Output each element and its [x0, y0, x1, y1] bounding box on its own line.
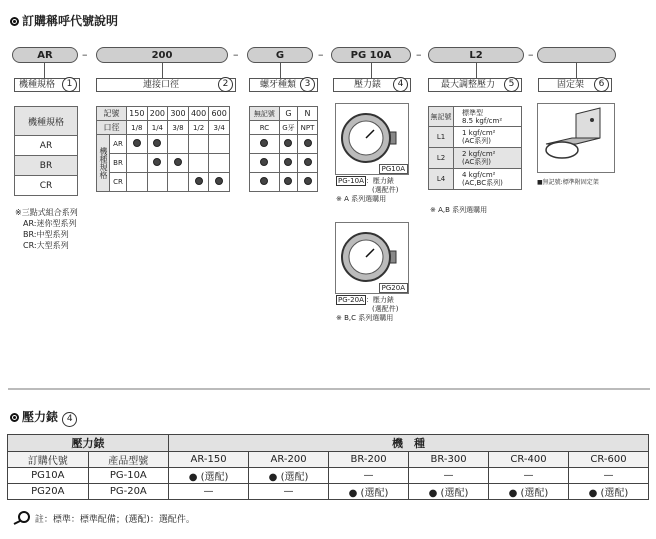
- max-pressure-table: [428, 106, 522, 190]
- dash: –: [528, 48, 534, 61]
- code-pill-bracket: [537, 47, 616, 63]
- port-size: 1/4: [147, 121, 168, 135]
- section-title-ordering: 訂購稱呼代號說明: [10, 12, 118, 29]
- port-code: 400: [188, 107, 209, 121]
- label-bracket: 固定架 6: [538, 78, 612, 92]
- gauge-tag: PG10A: [379, 164, 408, 174]
- port-row-label: BR: [110, 154, 127, 173]
- gauge-image-pg20a: [335, 222, 409, 294]
- bullet-icon: [10, 17, 19, 26]
- section-title-gauge: 壓力錶 4: [10, 408, 77, 427]
- availability-dot: [168, 154, 189, 173]
- section-divider: [8, 388, 650, 390]
- label-gauge: 壓力錶 4: [333, 78, 411, 92]
- dash: –: [416, 48, 422, 61]
- table-row: PG20A PG-20A — — ● (選配) ● (選配) ● (選配) ● (選配): [8, 484, 649, 500]
- footnote: 註：標準：標準配備；(選配)：選配件。: [12, 511, 195, 525]
- port-model-header: 機種規格: [97, 135, 110, 192]
- gauge-desc-pg20a: PG-20A ：壓力錶 (選配件) ※ B,C 系列選購用: [336, 296, 399, 322]
- header-part-number: 產品型號: [88, 452, 169, 468]
- gauge-tag: PG20A: [379, 283, 408, 293]
- pressure-note: ※ A,B 系列選購用: [430, 206, 488, 214]
- header-gauge: 壓力錶: [8, 435, 169, 452]
- thread-code: G: [279, 107, 297, 121]
- model-col: BR-300: [409, 452, 489, 468]
- bullet-icon: [10, 413, 19, 422]
- port-size-header: 口徑: [97, 121, 127, 135]
- pressure-code-header: 無記號: [429, 107, 454, 127]
- thread-code-header: 無記號: [250, 107, 280, 121]
- pressure-value: 2 kgf/cm² (AC系列): [454, 148, 522, 169]
- port-size: 3/8: [168, 121, 189, 135]
- step-number-2: 2: [218, 77, 233, 92]
- port-size: 1/8: [127, 121, 148, 135]
- table-row: PG10A PG-10A ● (選配) ● (選配) — — — —: [8, 468, 649, 484]
- thread-type: RC: [250, 121, 280, 135]
- port-size: 3/4: [209, 121, 230, 135]
- label-model-spec: 機種規格 1: [14, 78, 80, 92]
- model-col: BR-200: [329, 452, 409, 468]
- model-series-note: ※三點式組合系列 AR:迷你型系列 BR:中型系列 CR:大型系列: [15, 208, 78, 250]
- connector-line: [576, 63, 577, 78]
- label-thread-type: 螺牙種類 3: [249, 78, 318, 92]
- model-spec-header: 機種規格: [15, 107, 78, 136]
- magnifier-icon: [12, 511, 32, 525]
- port-size: 1/2: [188, 121, 209, 135]
- code-pill-port: 200: [96, 47, 228, 63]
- connector-line: [476, 63, 477, 78]
- dash: –: [318, 48, 324, 61]
- connector-line: [44, 63, 45, 78]
- label-max-pressure: 最大調整壓力 5: [428, 78, 522, 92]
- code-pill-thread: G: [247, 47, 313, 63]
- model-col: AR-200: [249, 452, 329, 468]
- pressure-code: L4: [429, 169, 454, 190]
- connector-line: [162, 63, 163, 78]
- model-col: CR-400: [489, 452, 569, 468]
- thread-code: N: [298, 107, 318, 121]
- dash: –: [82, 48, 88, 61]
- label-port-size: 連接口徑 2: [96, 78, 236, 92]
- bracket-note: ■無記號:標準附固定架: [537, 179, 599, 186]
- model-row: CR: [15, 176, 78, 196]
- step-number-6: 6: [594, 77, 609, 92]
- pressure-code: L1: [429, 127, 454, 148]
- step-number-1: 1: [62, 77, 77, 92]
- availability-dot: [188, 173, 209, 192]
- gauge-image-pg10a: [335, 103, 409, 175]
- step-number-5: 5: [504, 77, 519, 92]
- model-row: AR: [15, 136, 78, 156]
- code-pill-pressure: L2: [428, 47, 524, 63]
- port-code: 200: [147, 107, 168, 121]
- code-pill-gauge: PG 10A: [331, 47, 411, 63]
- model-col: CR-600: [568, 452, 648, 468]
- model-col: AR-150: [169, 452, 249, 468]
- port-row-label: AR: [110, 135, 127, 154]
- port-code-header: 記號: [97, 107, 127, 121]
- thread-type-table: [249, 106, 318, 192]
- code-pill-model: AR: [12, 47, 78, 63]
- mounting-bracket-icon: [538, 104, 614, 172]
- dash: –: [233, 48, 239, 61]
- bracket-image: [537, 103, 615, 173]
- pressure-value: 4 kgf/cm² (AC,BC系列): [454, 169, 522, 190]
- thread-type: G牙: [279, 121, 297, 135]
- availability-dot: [127, 135, 148, 154]
- port-row-label: CR: [110, 173, 127, 192]
- section-number: 4: [62, 412, 77, 427]
- port-code: 150: [127, 107, 148, 121]
- model-spec-table: [14, 106, 78, 196]
- availability-dot: [147, 154, 168, 173]
- step-number-4: 4: [393, 77, 408, 92]
- pressure-standard: 標準型 8.5 kgf/cm²: [454, 107, 522, 127]
- header-order-code: 訂購代號: [8, 452, 89, 468]
- pressure-value: 1 kgf/cm² (AC系列): [454, 127, 522, 148]
- step-number-3: 3: [300, 77, 315, 92]
- port-code: 300: [168, 107, 189, 121]
- thread-type: NPT: [298, 121, 318, 135]
- port-size-table: [96, 106, 230, 192]
- port-code: 600: [209, 107, 230, 121]
- connector-line: [371, 63, 372, 78]
- gauge-compat-table: [7, 434, 649, 500]
- availability-dot: [209, 173, 230, 192]
- header-model: 機 種: [169, 435, 649, 452]
- availability-dot: [147, 135, 168, 154]
- pressure-code: L2: [429, 148, 454, 169]
- connector-line: [280, 63, 281, 78]
- model-row: BR: [15, 156, 78, 176]
- gauge-desc-pg10a: PG-10A ：壓力錶 (選配件) ※ A 系列選購用: [336, 177, 399, 203]
